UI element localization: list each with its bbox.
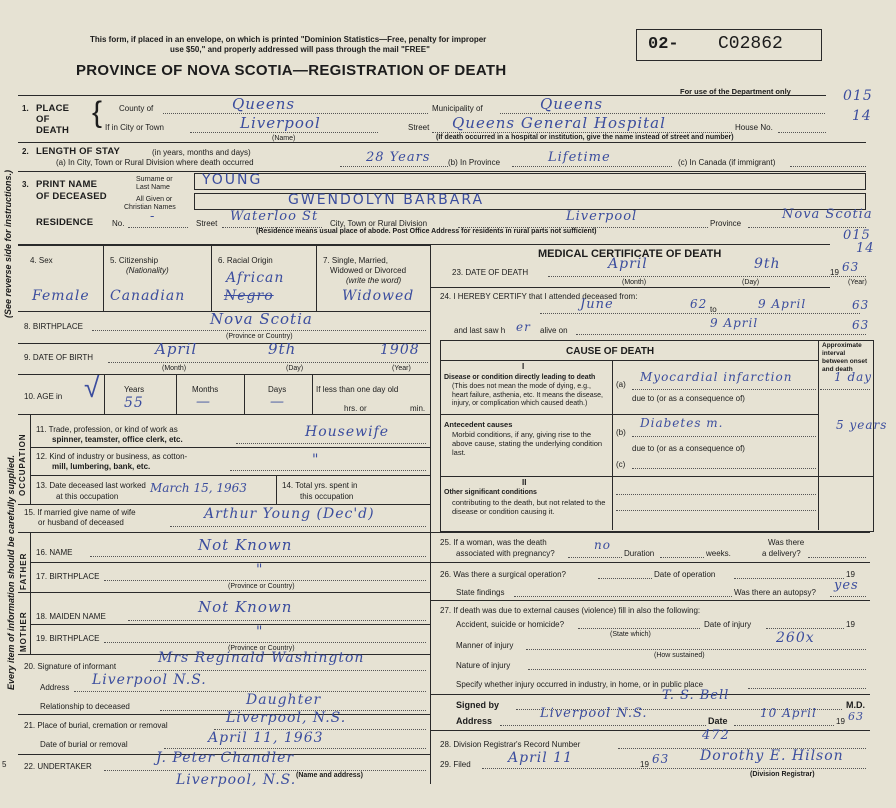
father-name-value: Not Known bbox=[198, 536, 293, 554]
res-division-value: Liverpool bbox=[566, 209, 638, 224]
nature-label: Nature of injury bbox=[456, 661, 511, 670]
injury-year-prefix: 19 bbox=[846, 620, 855, 629]
filed-value: April 11 bbox=[508, 750, 573, 766]
last-saw-label: and last saw h bbox=[454, 326, 506, 335]
res-street-label: Street bbox=[196, 219, 218, 228]
undertaker-value: J. Peter Chandler bbox=[156, 750, 295, 766]
occ-14-label-a: 14. Total yrs. spent in bbox=[282, 481, 358, 490]
op-year-prefix: 19 bbox=[846, 570, 855, 579]
mother-birthplace-label: 19. BIRTHPLACE bbox=[36, 634, 100, 643]
weeks-label: weeks. bbox=[706, 549, 731, 558]
burial-place-value: Liverpool, N.S. bbox=[226, 710, 347, 726]
cert-date-label: Date bbox=[708, 716, 728, 726]
disease-label: Disease or condition directly leading to death bbox=[444, 374, 596, 381]
sec3-num: 3. bbox=[22, 180, 29, 189]
occ-11-label-a: 11. Trade, profession, or kind of work as bbox=[36, 425, 178, 434]
municipality-label: Municipality of bbox=[432, 104, 483, 113]
name-sub-label: (Name) bbox=[272, 135, 296, 142]
disease-note: (This does not mean the mode of dying, e.g., heart failure, asthenia, etc. It means the disease, injury, or complication which caused death.) bbox=[452, 383, 603, 407]
informant-address-label: Address bbox=[40, 683, 70, 692]
citizenship-sub: (Nationality) bbox=[126, 266, 169, 275]
months-label: Months bbox=[192, 385, 219, 394]
mother-side-label: MOTHER bbox=[19, 611, 28, 652]
reg-number: C02862 bbox=[718, 34, 783, 54]
stay-b-value: Lifetime bbox=[548, 150, 611, 165]
side-instructions-text: Every item of information should be carefully supplied. bbox=[6, 454, 16, 690]
record-number-value: 472 bbox=[702, 728, 730, 743]
code-14b: 14 bbox=[856, 241, 875, 256]
mother-birthplace-sub: (Province or Country) bbox=[228, 645, 295, 652]
accident-label: Accident, suicide or homicide? bbox=[456, 620, 565, 629]
occ-11-value: Housewife bbox=[305, 424, 390, 440]
stay-c-label: (c) In Canada (if immigrant) bbox=[678, 158, 776, 167]
age-days-value: — bbox=[270, 394, 285, 410]
attended-to-year: 63 bbox=[852, 298, 870, 312]
relationship-value: Daughter bbox=[246, 692, 322, 708]
father-birthplace-sub: (Province or Country) bbox=[228, 583, 295, 590]
certify-label: 24. I HEREBY CERTIFY that I attended deceased from: bbox=[440, 292, 638, 301]
mother-name-value: Not Known bbox=[198, 598, 293, 616]
res-no-value: - bbox=[150, 209, 156, 224]
county-value: Queens bbox=[232, 95, 296, 113]
citizenship-label: 5. Citizenship bbox=[110, 256, 159, 265]
res-division-label: City, Town or Rural Division bbox=[330, 219, 428, 228]
res-province-label: Province bbox=[710, 219, 742, 228]
spouse-value: Arthur Young (Dec'd) bbox=[204, 506, 375, 522]
min-label: min. bbox=[410, 404, 426, 413]
stay-label: LENGTH OF STAY bbox=[36, 146, 121, 157]
pregnancy-label-b: associated with pregnancy? bbox=[456, 549, 555, 558]
occupation-side-label: OCCUPATION bbox=[18, 433, 27, 496]
cause-b-interval: 5 years bbox=[836, 418, 888, 432]
racial-value: African bbox=[226, 270, 285, 286]
filed-year-prefix: 19 bbox=[640, 760, 649, 769]
dept-use-label: For use of the Department only bbox=[680, 87, 791, 96]
citizenship-value: Canadian bbox=[110, 288, 186, 304]
medical-title: MEDICAL CERTIFICATE OF DEATH bbox=[538, 248, 722, 260]
occ-12-label-b: mill, lumbering, bank, etc. bbox=[52, 462, 151, 471]
filed-label: 29. Filed bbox=[440, 760, 471, 769]
birthplace-sub: (Province or Country) bbox=[226, 333, 293, 340]
to-label: to bbox=[710, 305, 717, 314]
stay-b-label: (b) In Province bbox=[448, 158, 501, 167]
due-to-label-a: due to (or as a consequence of) bbox=[632, 394, 745, 403]
informant-label: 20. Signature of informant bbox=[24, 662, 117, 671]
last-saw-year: 63 bbox=[852, 318, 870, 332]
reg-prefix: 02- bbox=[648, 35, 679, 54]
cause-title: CAUSE OF DEATH bbox=[566, 346, 655, 357]
father-birthplace-value: " bbox=[256, 562, 264, 578]
cause-b-value: Diabetes m. bbox=[640, 416, 724, 430]
street-label: Street bbox=[408, 123, 430, 132]
side-reverse-text: (See reverse side for instructions.) bbox=[3, 169, 13, 318]
racial-label: 6. Racial Origin bbox=[218, 256, 273, 265]
delivery-label-b: a delivery? bbox=[762, 549, 801, 558]
registrar-signature: Dorothy E. Hilson bbox=[700, 748, 844, 764]
residence-note: (Residence means usual place of abode. Post Office Address for residents in rural parts not sufficient) bbox=[256, 228, 597, 235]
hospital-note: (If death occurred in a hospital or institution, give the name instead of street and number) bbox=[436, 134, 734, 141]
surname-box bbox=[194, 173, 866, 190]
code-015: 015 bbox=[843, 88, 873, 104]
pregnancy-value: no bbox=[594, 538, 611, 552]
autopsy-label: Was there an autopsy? bbox=[734, 588, 816, 597]
date-op-label: Date of operation bbox=[654, 570, 716, 579]
dob-year-sub: (Year) bbox=[392, 365, 411, 372]
md-label: M.D. bbox=[846, 700, 865, 710]
surgery-label: 26. Was there a surgical operation? bbox=[440, 570, 566, 579]
years-label: Years bbox=[124, 385, 145, 394]
mail-notice-2: use $50," and properly addressed will pass through the mail "FREE" bbox=[170, 45, 430, 54]
hrs-label: hrs. or bbox=[344, 404, 367, 413]
other-label: Other significant conditions bbox=[444, 489, 537, 496]
undertaker-label: 22. UNDERTAKER bbox=[24, 762, 92, 771]
occ-12-label-a: 12. Kind of industry or business, as cotton- bbox=[36, 452, 188, 461]
given-label-2: Christian Names bbox=[124, 204, 176, 211]
sex-label: 4. Sex bbox=[30, 256, 53, 265]
occ-13-label-a: 13. Date deceased last worked bbox=[36, 481, 146, 490]
mail-notice-1: This form, if placed in an envelope, on which is printed "Dominion Statistics—Free, penalty for improper bbox=[90, 35, 487, 44]
relationship-label: Relationship to deceased bbox=[40, 702, 130, 711]
place-label-2: OF bbox=[36, 114, 50, 125]
delivery-label-a: Was there bbox=[768, 538, 805, 547]
burial-date-label: Date of burial or removal bbox=[40, 740, 128, 749]
registrar-sub: (Division Registrar) bbox=[750, 771, 815, 778]
last-saw-value: 9 April bbox=[710, 316, 759, 330]
stay-sub-label: (in years, months and days) bbox=[152, 148, 251, 157]
dob-day: 9th bbox=[268, 340, 297, 358]
last-saw-h-suffix: er bbox=[516, 320, 531, 334]
age-years-value: 55 bbox=[124, 395, 144, 411]
informant-address-value: Liverpool N.S. bbox=[92, 672, 207, 688]
sex-value: Female bbox=[32, 288, 90, 304]
date-injury-label: Date of injury bbox=[704, 620, 752, 629]
antecedent-label: Antecedent causes bbox=[444, 420, 513, 429]
dob-month: April bbox=[155, 340, 198, 358]
cause-a-value: Myocardial infarction bbox=[640, 370, 793, 384]
cause-a-label: (a) bbox=[616, 380, 626, 389]
page-marker: 5 bbox=[2, 760, 7, 769]
how-sustained-label: (How sustained) bbox=[654, 652, 705, 659]
dob-day-sub: (Day) bbox=[286, 365, 304, 372]
manner-label: Manner of injury bbox=[456, 641, 514, 650]
marital-value: Widowed bbox=[342, 288, 415, 304]
res-no-label: No. bbox=[112, 219, 125, 228]
stay-a-value: 28 Years bbox=[366, 150, 431, 165]
cert-date-value: 10 April bbox=[760, 706, 817, 720]
pregnancy-label-a: 25. If a woman, was the death bbox=[440, 538, 547, 547]
manner-value: 260x bbox=[776, 630, 815, 646]
form-title: PROVINCE OF NOVA SCOTIA—REGISTRATION OF DEATH bbox=[76, 62, 507, 79]
sec2-num: 2. bbox=[22, 147, 29, 156]
antecedent-note: Morbid conditions, if any, giving rise to the above cause, stating the underlying condition last. bbox=[452, 430, 603, 457]
dob-month-sub: (Month) bbox=[162, 365, 187, 372]
father-birthplace-label: 17. BIRTHPLACE bbox=[36, 572, 100, 581]
other-note: contributing to the death, but not related to the disease or condition causing it. bbox=[452, 498, 606, 516]
father-side-label: FATHER bbox=[19, 552, 28, 590]
cause-b-label: (b) bbox=[616, 428, 626, 437]
death-year-prefix: 19 bbox=[830, 268, 839, 277]
undertaker-sub: (Name and address) bbox=[296, 772, 363, 779]
age-label: 10. AGE in bbox=[24, 392, 63, 401]
occ-11-label-b: spinner, teamster, office clerk, etc. bbox=[52, 435, 183, 444]
house-label: House No. bbox=[735, 123, 773, 132]
mother-name-label: 18. MAIDEN NAME bbox=[36, 612, 106, 621]
due-to-label-b: due to (or as a consequence of) bbox=[632, 444, 745, 453]
code-015b: 015 bbox=[843, 228, 871, 243]
duration-label: Duration bbox=[624, 549, 655, 558]
cause-roman-i: I bbox=[522, 362, 525, 371]
burial-place-label: 21. Place of burial, cremation or removal bbox=[24, 721, 168, 730]
name-label-2: OF DECEASED bbox=[36, 191, 107, 202]
interval-label: Approximate interval between onset and death bbox=[822, 342, 868, 373]
dob-label: 9. DATE OF BIRTH bbox=[24, 353, 94, 362]
place-label-1: PLACE bbox=[36, 103, 70, 114]
signed-value: T. S. Bell bbox=[662, 688, 730, 703]
father-name-label: 16. NAME bbox=[36, 548, 73, 557]
given-value: GWENDOLYN BARBARA bbox=[288, 192, 485, 208]
dob-year: 1908 bbox=[380, 342, 420, 358]
attended-from: June bbox=[580, 297, 614, 312]
days-label: Days bbox=[268, 385, 287, 394]
res-province-value: Nova Scotia bbox=[782, 207, 873, 222]
less-than-day-label: If less than one day old bbox=[316, 385, 399, 394]
stay-a-label: (a) In City, Town or Rural Division where death occurred bbox=[56, 158, 254, 167]
death-day: 9th bbox=[754, 256, 781, 272]
attended-to: 9 April bbox=[758, 297, 807, 311]
birthplace-label: 8. BIRTHPLACE bbox=[24, 322, 83, 331]
attended-from-year: 62 bbox=[690, 297, 708, 311]
mother-birthplace-value: " bbox=[256, 624, 264, 640]
residence-label: RESIDENCE bbox=[36, 217, 94, 228]
certifier-address-value: Liverpool N.S. bbox=[540, 706, 648, 721]
informant-value: Mrs Reginald Washington bbox=[158, 650, 365, 666]
death-year-sub: (Year) bbox=[848, 279, 867, 286]
age-months-value: — bbox=[196, 394, 211, 410]
record-number-label: 28. Division Registrar's Record Number bbox=[440, 740, 581, 749]
city-value: Liverpool bbox=[240, 114, 321, 132]
spouse-label-b: or husband of deceased bbox=[38, 518, 124, 527]
death-date-label: 23. DATE OF DEATH bbox=[452, 268, 529, 277]
code-14: 14 bbox=[852, 108, 872, 124]
alive-on-label: alive on bbox=[540, 326, 568, 335]
specify-label: Specify whether injury occurred in industry, in home, or in public place bbox=[456, 680, 704, 689]
racial-struck: Negro bbox=[224, 288, 274, 304]
death-year: 63 bbox=[842, 260, 860, 274]
cause-roman-ii: II bbox=[522, 478, 527, 487]
state-which-label: (State which) bbox=[610, 631, 651, 638]
occ-12-value: " bbox=[312, 452, 320, 468]
name-label-1: PRINT NAME bbox=[36, 179, 98, 190]
place-label-3: DEATH bbox=[36, 125, 70, 136]
spouse-label-a: 15. If married give name of wife bbox=[24, 508, 136, 517]
county-label: County of bbox=[119, 104, 154, 113]
burial-date-value: April 11, 1963 bbox=[208, 730, 324, 746]
birthplace-value: Nova Scotia bbox=[210, 310, 313, 328]
surname-label-1: Surname or bbox=[136, 176, 173, 183]
death-day-sub: (Day) bbox=[742, 279, 760, 286]
occ-13-value: March 15, 1963 bbox=[150, 481, 247, 495]
marital-label-3: (write the word) bbox=[346, 276, 402, 285]
age-check-mark: √ bbox=[84, 372, 100, 403]
street-value: Queens General Hospital bbox=[452, 114, 666, 132]
signed-by-label: Signed by bbox=[456, 700, 500, 710]
municipality-value: Queens bbox=[540, 95, 604, 113]
occ-13-label-b: at this occupation bbox=[56, 492, 119, 501]
sec1-num: 1. bbox=[22, 104, 29, 113]
certifier-address-label: Address bbox=[456, 716, 493, 726]
res-street-value: Waterloo St bbox=[230, 209, 319, 224]
cause-a-interval: 1 day bbox=[834, 370, 873, 384]
surname-value: YOUNG bbox=[202, 172, 263, 188]
undertaker-value-2: Liverpool, N.S. bbox=[176, 772, 297, 788]
cert-year: 63 bbox=[848, 710, 864, 723]
death-month: April bbox=[608, 256, 648, 272]
brace-1: { bbox=[92, 96, 103, 129]
state-findings-label: State findings bbox=[456, 588, 505, 597]
filed-year: 63 bbox=[652, 752, 670, 766]
autopsy-value: yes bbox=[834, 578, 859, 593]
city-label: If in City or Town bbox=[105, 123, 164, 132]
cert-year-prefix: 19 bbox=[836, 717, 845, 726]
given-label-1: All Given or bbox=[136, 196, 173, 203]
marital-label-2: Widowed or Divorced bbox=[330, 266, 407, 275]
cause-c-label: (c) bbox=[616, 460, 626, 469]
external-label: 27. If death was due to external causes (violence) fill in also the following: bbox=[440, 606, 701, 615]
marital-label-1: 7. Single, Married, bbox=[323, 256, 388, 265]
surname-label-2: Last Name bbox=[136, 184, 170, 191]
occ-14-label-b: this occupation bbox=[300, 492, 354, 501]
death-month-sub: (Month) bbox=[622, 279, 647, 286]
